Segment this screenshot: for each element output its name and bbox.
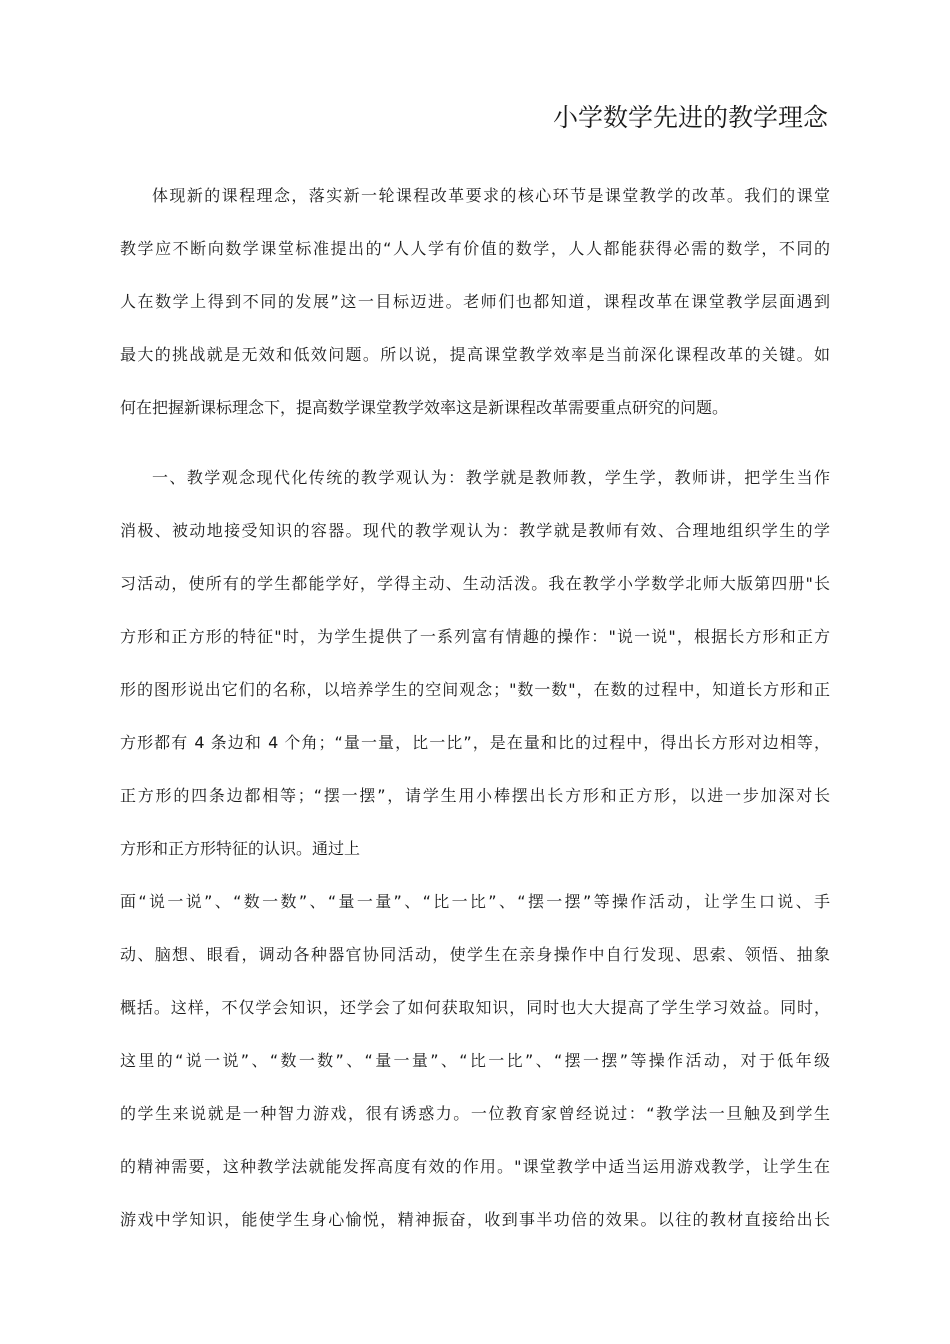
text-line: 消极、被动地接受知识的容器。现代的教学观认为：教学就是教师有效、合理地组织学生的学 — [120, 521, 830, 540]
text-line: 体现新的课程理念，落实新一轮课程改革要求的核心环节是课堂教学的改革。我们的课堂 — [152, 186, 830, 205]
text-line: 最大的挑战就是无效和低效问题。所以说，提高课堂教学效率是当前深化课程改革的关键。如 — [120, 345, 830, 364]
text-line: 人在数学上得到不同的发展”这一目标迈进。老师们也都知道，课程改革在课堂教学层面遇到 — [120, 292, 830, 311]
document-title: 小学数学先进的教学理念 — [552, 103, 828, 132]
text-line: 何在把握新课标理念下，提高数学课堂教学效率这是新课程改革需要重点研究的问题。 — [120, 398, 729, 417]
text-line: 方形和正方形的特征"时，为学生提供了一系列富有情趣的操作："说一说"，根据长方形和正方 — [120, 627, 830, 646]
text-line: 的精神需要，这种教学法就能发挥高度有效的作用。"课堂教学中适当运用游戏教学，让学生在 — [120, 1157, 830, 1176]
text-line: 这里的“说一说”、“数一数”、“量一量”、“比一比”、“摆一摆”等操作活动，对于低年级 — [120, 1051, 830, 1070]
text-line: 形的图形说出它们的名称，以培养学生的空间观念；"数一数"，在数的过程中，知道长方形和正 — [120, 680, 830, 699]
text-line: 面“说一说”、“数一数”、“量一量”、“比一比”、“摆一摆”等操作活动，让学生口说、手 — [120, 892, 830, 911]
text-line: 正方形的四条边都相等；“摆一摆”，请学生用小棒摆出长方形和正方形，以进一步加深对长 — [120, 786, 830, 805]
text-line: 的学生来说就是一种智力游戏，很有诱惑力。一位教育家曾经说过：“教学法一旦触及到学生 — [120, 1104, 830, 1123]
text-line: 动、脑想、眼看，调动各种器官协同活动，使学生在亲身操作中自行发现、思索、领悟、抽象 — [120, 945, 830, 964]
text-line: 游戏中学知识，能使学生身心愉悦，精神振奋，收到事半功倍的效果。以往的教材直接给出长 — [120, 1210, 830, 1229]
text-line: 教学应不断向数学课堂标准提出的“人人学有价值的数学，人人都能获得必需的数学，不同的 — [120, 239, 830, 258]
text-line: 习活动，使所有的学生都能学好，学得主动、生动活泼。我在教学小学数学北师大版第四册"长 — [120, 574, 830, 593]
text-line: 方形都有 4 条边和 4 个角；“量一量，比一比”，是在量和比的过程中，得出长方形对边相等， — [120, 733, 830, 752]
text-line: 一、教学观念现代化传统的教学观认为：教学就是教师教，学生学，教师讲，把学生当作 — [152, 468, 830, 487]
text-line: 概括。这样，不仅学会知识，还学会了如何获取知识，同时也大大提高了学生学习效益。同时， — [120, 998, 830, 1017]
text-line: 方形和正方形特征的认识。通过上 — [120, 839, 361, 858]
